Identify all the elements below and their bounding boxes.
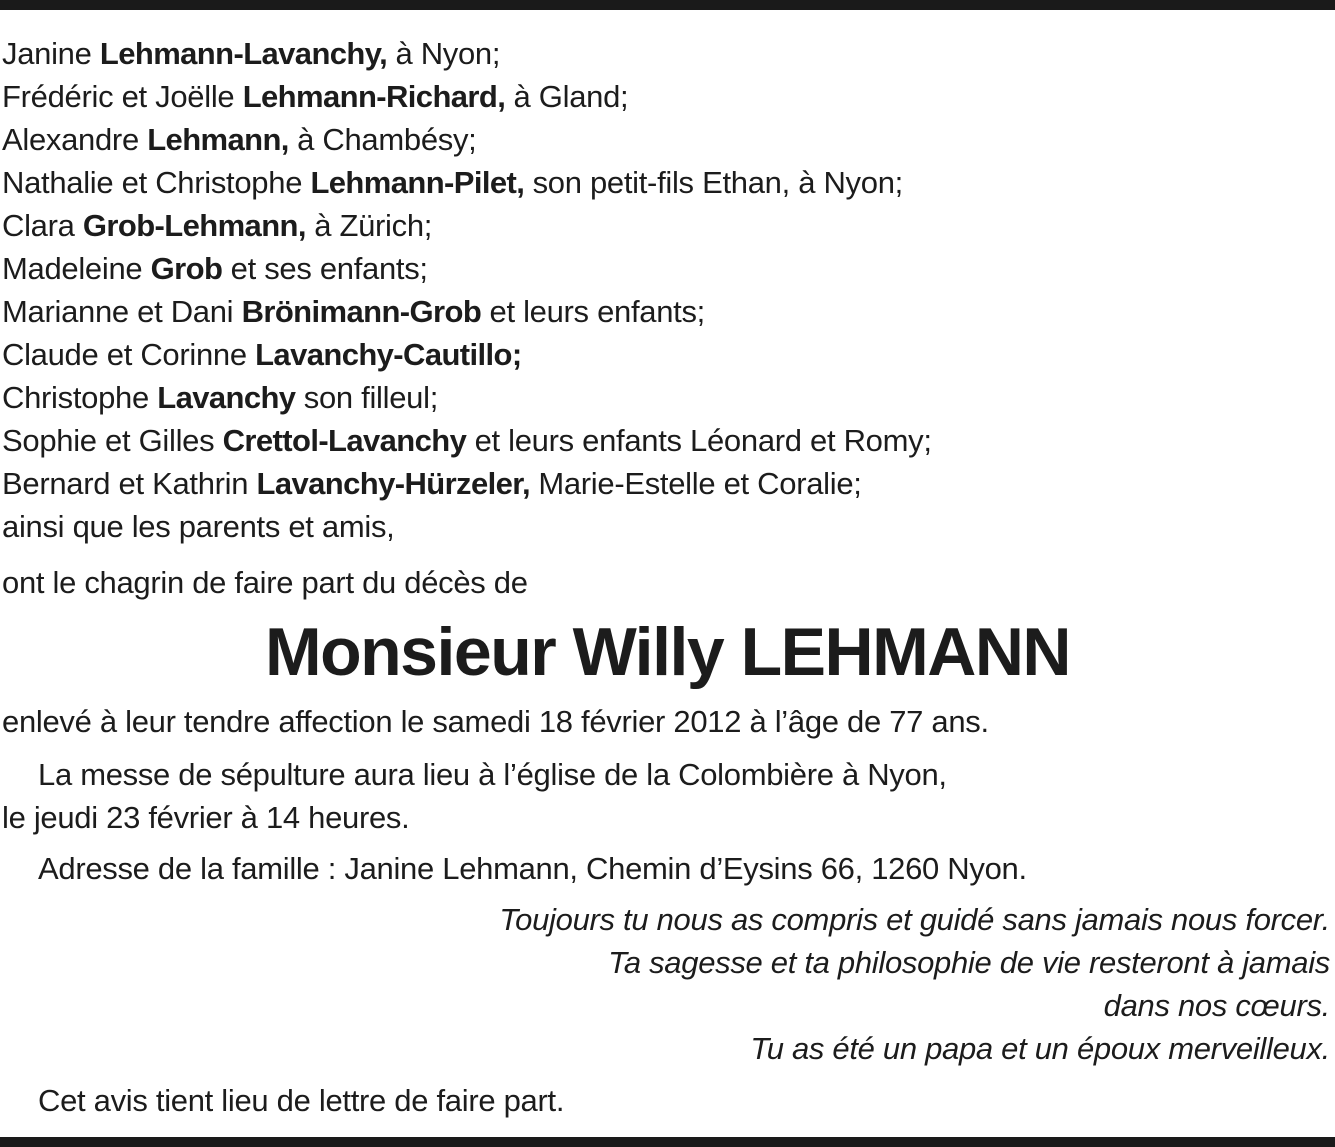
mourner-first-names: Marianne et Dani	[2, 294, 242, 329]
mourner-detail: et leurs enfants;	[481, 294, 705, 329]
mourner-line	[2, 78, 628, 116]
tribute-line: Tu as été un papa et un époux merveilleux.	[750, 1031, 1330, 1066]
mourner-line	[2, 293, 705, 331]
mourner-family-name: Crettol-Lavanchy	[222, 423, 467, 458]
tribute-line: dans nos cœurs.	[1103, 988, 1330, 1023]
mourner-detail: et ses enfants;	[222, 251, 428, 286]
mourner-detail: à Zürich;	[305, 208, 433, 243]
mourner-detail: à Nyon;	[387, 36, 501, 71]
mourner-line	[2, 164, 903, 202]
mourner-first-names: Claude et Corinne	[2, 337, 256, 372]
mourner-detail: à Gland;	[505, 79, 629, 114]
mourner-first-names: Madeleine	[2, 251, 151, 286]
mourner-first-names: Sophie et Gilles	[2, 423, 223, 458]
mourner-family-name: Lehmann,	[147, 122, 289, 157]
mourner-line	[2, 250, 428, 288]
closing-mourners: ainsi que les parents et amis,	[2, 509, 395, 544]
mourner-family-name: Lehmann-Richard,	[242, 79, 506, 114]
mourner-first-names: Janine	[2, 36, 100, 71]
mourner-line	[2, 207, 432, 245]
mourner-family-name: Lavanchy-Cautillo;	[255, 337, 522, 372]
mourner-first-names: Christophe	[2, 380, 158, 415]
tribute-line: Toujours tu nous as compris et guidé sans jamais nous forcer.	[499, 902, 1330, 937]
tribute-line: Ta sagesse et ta philosophie de vie resteront à jamais	[608, 945, 1330, 980]
deceased-name: Monsieur Willy LEHMANN	[264, 614, 1071, 690]
family-address: Adresse de la famille : Janine Lehmann, Chemin d’Eysins 66, 1260 Nyon.	[38, 851, 1027, 886]
death-info: enlevé à leur tendre affection le samedi 18 février 2012 à l’âge de 77 ans.	[2, 704, 989, 739]
mourner-first-names: Nathalie et Christophe	[2, 165, 311, 200]
mourner-family-name: Grob-Lehmann,	[82, 208, 306, 243]
announcement-text: ont le chagrin de faire part du décès de	[2, 565, 528, 600]
service-info: La messe de sépulture aura lieu à l’église de la Colombière à Nyon,	[38, 757, 947, 792]
mourner-line	[2, 422, 932, 460]
mourner-family-name: Lehmann-Lavanchy,	[99, 36, 388, 71]
mourner-family-name: Lehmann-Pilet,	[310, 165, 525, 200]
mourner-family-name: Lavanchy	[157, 380, 296, 415]
mourner-line	[2, 121, 476, 159]
mourner-detail: Marie-Estelle et Coralie;	[530, 466, 862, 501]
mourner-line	[2, 35, 500, 73]
mourner-first-names: Clara	[2, 208, 83, 243]
notice-text: Cet avis tient lieu de lettre de faire part.	[38, 1083, 565, 1118]
service-date: le jeudi 23 février à 14 heures.	[2, 800, 410, 835]
bottom-rule	[0, 1137, 1335, 1147]
mourner-line	[2, 465, 862, 503]
mourner-line	[2, 379, 438, 417]
mourner-detail: son petit-fils Ethan, à Nyon;	[524, 165, 903, 200]
mourner-first-names: Frédéric et Joëlle	[2, 79, 243, 114]
mourner-detail: à Chambésy;	[288, 122, 477, 157]
mourner-family-name: Lavanchy-Hürzeler,	[256, 466, 530, 501]
mourner-first-names: Bernard et Kathrin	[2, 466, 257, 501]
mourner-line	[2, 336, 522, 374]
mourner-detail: et leurs enfants Léonard et Romy;	[466, 423, 932, 458]
mourner-first-names: Alexandre	[2, 122, 148, 157]
mourner-family-name: Brönimann-Grob	[241, 294, 482, 329]
mourner-detail: son filleul;	[295, 380, 439, 415]
mourner-family-name: Grob	[150, 251, 223, 286]
top-rule	[0, 0, 1335, 10]
